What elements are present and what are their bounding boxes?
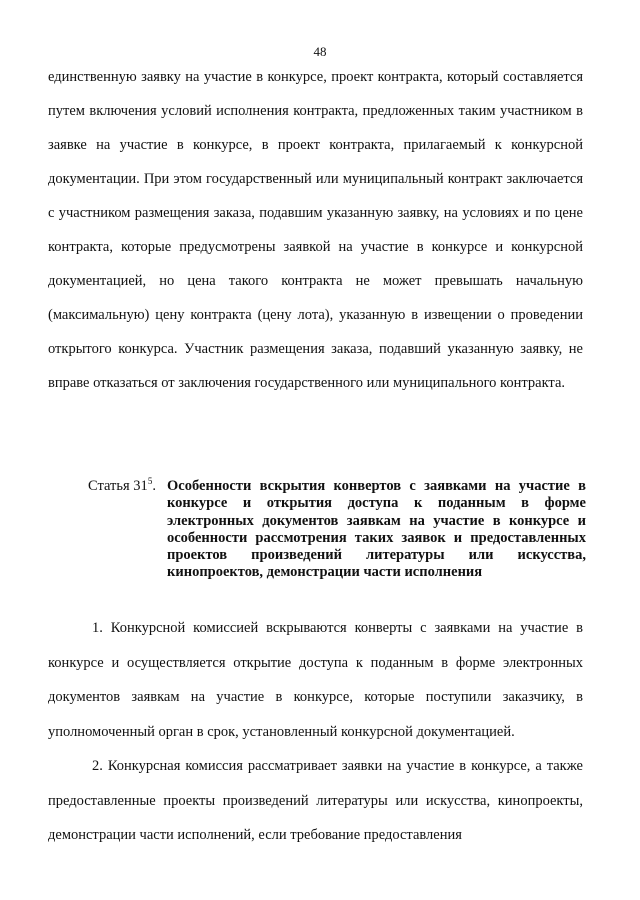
article-label-text: Статья 31 xyxy=(88,478,148,494)
article-number xyxy=(88,478,156,495)
page-number: 48 xyxy=(313,44,327,59)
article-title: Особенности вскрытия конвертов с заявками на участие в конкурсе и открытия доступа к поданным в форме электронных документов заявкам на участие в конкурсе и особенности рассмотрения таких заявок и предоставленных проектов произведений литературы или искусства, кинопроектов, демонстрации части исполнения xyxy=(167,478,586,581)
article-label-superscript: 5 xyxy=(147,476,153,487)
article-label-suffix: . xyxy=(152,478,156,494)
continuation-paragraph: единственную заявку на участие в конкурсе, проект контракта, который составляется путем включения условий исполнения контракта, предложенных таким участником в заявке на участие в конкурсе, в проект контракта, прилагаемый к конкурсной документации. При этом государственный или муниципальный контракт заключается с участником размещения заказа, подавшим указанную заявку, на условиях и по цене контракта, которые предусмотрены заявкой на участие в конкурсе и конкурсной документацией, но цена такого контракта не может превышать начальную (максимальную) цену контракта (цену лота), указанную в извещении о проведении открытого конкурса. Участник размещения заказа, подавший указанную заявку, не вправе отказаться от заключения государственного или муниципального контракта. xyxy=(48,69,583,391)
paragraph-item-2: 2. Конкурсная комиссия рассматривает заявки на участие в конкурсе, а также предоставленные проекты произведений литературы или искусства, кинопроекты, демонстрации части исполнений, если требование предоставления xyxy=(48,758,583,843)
paragraph-item-1: 1. Конкурсной комиссией вскрываются конверты с заявками на участие в конкурсе и осуществляется открытие доступа к поданным в форме электронных документов заявкам на участие в конкурсе, которые поступили заказчику, в уполномоченный орган в срок, установленный конкурсной документацией. xyxy=(48,620,583,740)
